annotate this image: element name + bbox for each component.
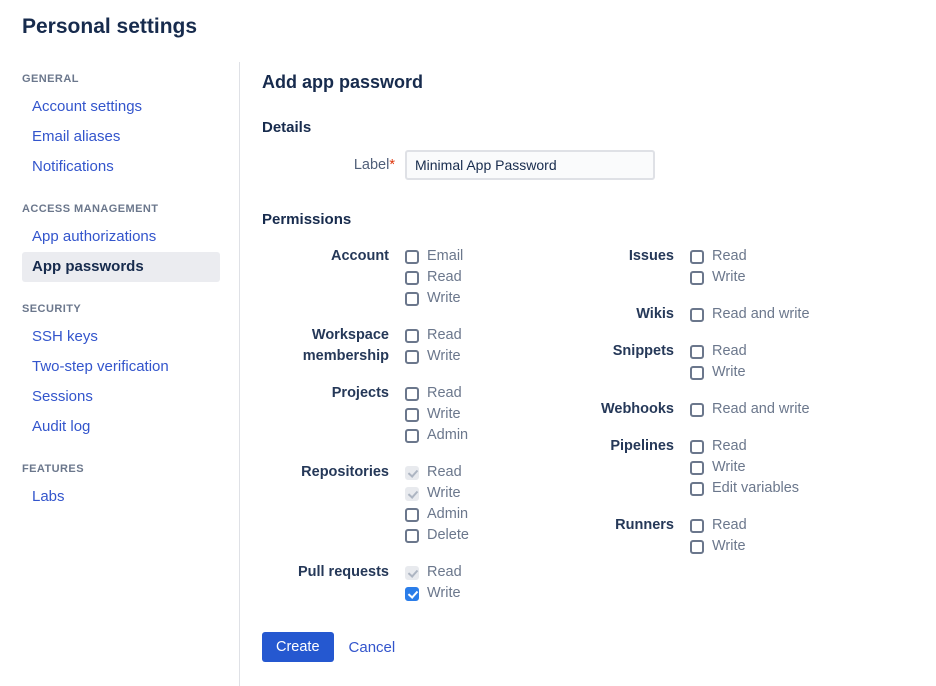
permission-option-label: Read and write	[712, 306, 810, 322]
permission-option-row	[690, 304, 810, 325]
permissions-grid	[262, 246, 936, 604]
permission-option-label: Admin	[427, 506, 469, 522]
permission-option-row	[405, 562, 462, 583]
sidebar-section-header: ACCESS MANAGEMENT	[22, 203, 159, 215]
checkbox-repositories-read[interactable]	[405, 466, 419, 480]
sidebar-section	[22, 202, 239, 282]
permission-option-label: Write	[712, 459, 746, 475]
permission-option-row	[405, 346, 462, 367]
permission-option-row	[405, 246, 463, 267]
permission-group	[545, 304, 936, 325]
checkbox-wikis-read-and-write[interactable]	[690, 308, 704, 322]
permission-options	[690, 399, 810, 420]
sidebar-section-items	[22, 322, 239, 442]
permission-option-row	[405, 325, 462, 346]
checkbox-projects-admin[interactable]	[405, 429, 419, 443]
permission-group-name-webhooks: Webhooks	[600, 401, 674, 417]
permission-option-row	[405, 504, 469, 525]
permission-group-name-workspace-membership: Workspace membership	[302, 327, 389, 364]
permission-option-label: Write	[712, 269, 746, 285]
layout	[0, 62, 936, 686]
checkbox-snippets-read[interactable]	[690, 345, 704, 359]
permission-option-row	[690, 399, 810, 420]
sidebar-section	[22, 72, 239, 182]
permission-group-name-pull-requests: Pull requests	[297, 564, 389, 580]
checkbox-account-email[interactable]	[405, 250, 419, 264]
sidebar-section-items	[22, 92, 239, 182]
permission-group	[545, 246, 936, 288]
checkbox-pull-requests-read[interactable]	[405, 566, 419, 580]
permission-option-label: Email	[427, 248, 464, 264]
permission-option-label: Read	[427, 327, 462, 343]
sidebar-item-app-authorizations[interactable]: App authorizations	[32, 228, 157, 245]
form-title: Add app password	[262, 72, 424, 92]
permission-group	[545, 436, 936, 499]
permission-options	[405, 462, 469, 546]
sidebar-item-audit-log[interactable]: Audit log	[32, 418, 91, 435]
checkbox-repositories-delete[interactable]	[405, 529, 419, 543]
permission-option-label: Edit variables	[712, 480, 800, 496]
permission-group-name-issues: Issues	[628, 248, 674, 264]
checkbox-webhooks-read-and-write[interactable]	[690, 403, 704, 417]
permission-option-label: Read	[712, 343, 747, 359]
checkbox-issues-read[interactable]	[690, 250, 704, 264]
permission-option-label: Read	[427, 564, 462, 580]
permission-options	[690, 515, 747, 557]
permission-option-row	[690, 267, 747, 288]
sidebar-section-header: FEATURES	[22, 463, 84, 475]
permission-options	[690, 436, 799, 499]
permission-option-label: Write	[427, 585, 461, 601]
label-text: Label	[353, 157, 390, 173]
sidebar-item-sessions[interactable]: Sessions	[32, 388, 93, 405]
permission-option-label: Read	[712, 438, 747, 454]
permission-group-name-projects: Projects	[331, 385, 389, 401]
label-field-label	[262, 157, 405, 173]
checkbox-account-read[interactable]	[405, 271, 419, 285]
permission-option-row	[405, 425, 468, 446]
permission-option-label: Write	[712, 364, 746, 380]
permission-group-name-pipelines: Pipelines	[610, 438, 674, 454]
checkbox-runners-write[interactable]	[690, 540, 704, 554]
permission-option-label: Write	[427, 485, 461, 501]
label-form-row	[262, 150, 936, 180]
permission-group	[262, 383, 545, 446]
permissions-column-right	[545, 246, 936, 557]
permission-option-row	[405, 267, 463, 288]
permission-group-name-runners: Runners	[615, 517, 674, 533]
sidebar-section-header: GENERAL	[22, 73, 79, 85]
permission-group-name-repositories: Repositories	[301, 464, 389, 480]
permission-option-row	[690, 536, 747, 557]
sidebar-section-items	[22, 222, 239, 282]
permission-group-name-snippets: Snippets	[612, 343, 674, 359]
page-title: Personal settings	[22, 15, 198, 38]
permission-option-label: Read	[427, 464, 462, 480]
permission-option-label: Read	[427, 385, 462, 401]
permission-option-row	[405, 483, 469, 504]
checkbox-pipelines-write[interactable]	[690, 461, 704, 475]
permission-option-label: Write	[427, 290, 461, 306]
checkbox-projects-write[interactable]	[405, 408, 419, 422]
permission-option-label: Read	[712, 248, 747, 264]
permission-options	[405, 383, 468, 446]
permission-option-label: Admin	[427, 427, 469, 443]
label-input[interactable]	[405, 150, 655, 180]
permission-option-row	[690, 246, 747, 267]
sidebar-section	[22, 462, 239, 512]
checkbox-account-write[interactable]	[405, 292, 419, 306]
permission-option-label: Write	[712, 538, 746, 554]
permission-option-row	[690, 436, 799, 457]
permission-option-label: Read and write	[712, 401, 810, 417]
sidebar-item-notifications[interactable]: Notifications	[32, 158, 114, 175]
permission-option-label: Delete	[427, 527, 469, 543]
permission-options	[405, 246, 463, 309]
form-actions	[262, 632, 936, 662]
permission-group	[545, 515, 936, 557]
permission-option-row	[690, 341, 747, 362]
checkbox-runners-read[interactable]	[690, 519, 704, 533]
permission-option-row	[690, 478, 799, 499]
sidebar-item-two-step-verification[interactable]: Two-step verification	[32, 358, 169, 375]
checkbox-workspace-membership-read[interactable]	[405, 329, 419, 343]
permission-option-row	[405, 525, 469, 546]
permission-group-name-account: Account	[331, 248, 389, 264]
permission-option-label: Read	[427, 269, 462, 285]
checkbox-repositories-write[interactable]	[405, 487, 419, 501]
permission-options	[405, 325, 462, 367]
details-heading: Details	[262, 119, 312, 136]
permission-option-row	[690, 457, 799, 478]
permission-group	[262, 325, 545, 367]
permission-group	[262, 562, 545, 604]
cancel-link[interactable]: Cancel	[348, 638, 396, 656]
permission-options	[690, 341, 747, 383]
checkbox-projects-read[interactable]	[405, 387, 419, 401]
permission-option-label: Write	[427, 406, 461, 422]
sidebar-item-email-aliases[interactable]: Email aliases	[32, 128, 121, 145]
sidebar-nav	[0, 62, 240, 686]
permission-group	[262, 462, 545, 546]
permission-options	[690, 246, 747, 288]
create-button[interactable]: Create	[262, 632, 334, 662]
main-content	[240, 62, 936, 686]
permission-option-row	[405, 288, 463, 309]
sidebar-section	[22, 302, 239, 442]
checkbox-snippets-write[interactable]	[690, 366, 704, 380]
checkbox-pull-requests-write[interactable]	[405, 587, 419, 601]
permissions-heading: Permissions	[262, 211, 352, 228]
permission-option-row	[405, 404, 468, 425]
required-marker: *	[389, 157, 395, 173]
sidebar-item-app-passwords[interactable]: App passwords	[22, 252, 220, 282]
checkbox-pipelines-edit-variables[interactable]	[690, 482, 704, 496]
permission-options	[690, 304, 810, 325]
checkbox-repositories-admin[interactable]	[405, 508, 419, 522]
sidebar-section-header: SECURITY	[22, 303, 82, 315]
sidebar-item-labs[interactable]: Labs	[32, 488, 65, 505]
permission-option-row	[405, 583, 462, 604]
sidebar-item-account-settings[interactable]: Account settings	[32, 98, 143, 115]
permission-option-row	[405, 462, 469, 483]
permission-options	[405, 562, 462, 604]
checkbox-pipelines-read[interactable]	[690, 440, 704, 454]
permission-option-row	[690, 515, 747, 536]
sidebar-item-ssh-keys[interactable]: SSH keys	[32, 328, 98, 345]
permission-group-name-wikis: Wikis	[636, 306, 674, 322]
permission-group	[545, 341, 936, 383]
sidebar-section-items	[22, 482, 239, 512]
checkbox-issues-write[interactable]	[690, 271, 704, 285]
permissions-column-left	[262, 246, 545, 604]
permission-group	[545, 399, 936, 420]
permission-group	[262, 246, 545, 309]
permission-option-label: Read	[712, 517, 747, 533]
permission-option-row	[690, 362, 747, 383]
permission-option-label: Write	[427, 348, 461, 364]
checkbox-workspace-membership-write[interactable]	[405, 350, 419, 364]
permission-option-row	[405, 383, 468, 404]
